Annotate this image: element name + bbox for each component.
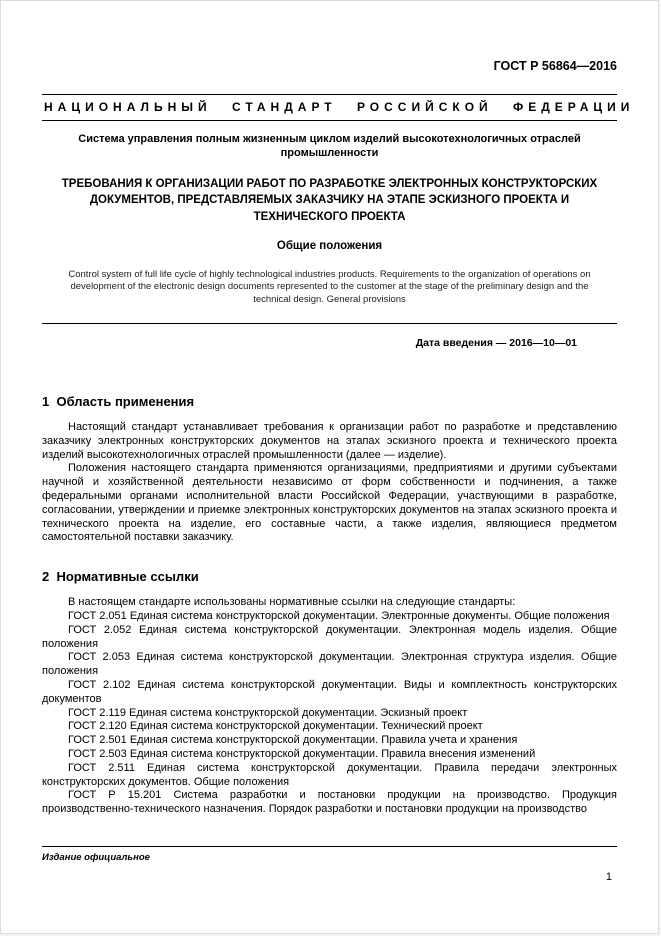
- normative-ref-item: ГОСТ 2.120 Единая система конструкторской документации. Технический проект: [68, 720, 483, 733]
- section-body-scope: [42, 421, 617, 545]
- section-heading-normative-refs: 2 Нормативные ссылки: [42, 569, 199, 585]
- effective-date: Дата введения — 2016—10—01: [415, 337, 577, 350]
- footer-rule: [42, 846, 617, 863]
- normative-ref-item: ГОСТ 2.051 Единая система конструкторской документации. Электронные документы. Общие положения: [68, 610, 610, 623]
- horizontal-rule: [42, 323, 617, 324]
- normative-ref-item: ГОСТ 2.102 Единая система конструкторской документации. Виды и комплектность конструкторских документов: [42, 679, 617, 705]
- section-body-normative-refs: [42, 596, 617, 817]
- page-content: [1, 1, 658, 817]
- normative-ref-item: ГОСТ 2.052 Единая система конструкторской документации. Электронная модель изделия. Общие положения: [42, 623, 617, 650]
- edition-note: Издание официальное: [42, 852, 150, 863]
- normative-ref-item: ГОСТ 2.053 Единая система конструкторской документации. Электронная структура изделия. Общие положения: [42, 651, 617, 678]
- standard-type-label: НАЦИОНАЛЬНЫЙ СТАНДАРТ РОССИЙСКОЙ ФЕДЕРАЦИИ: [44, 100, 635, 114]
- normative-ref-item: ГОСТ 2.511 Единая система конструкторской документации. Правила передачи электронных конструкторских документов. Общие положения: [42, 761, 617, 788]
- normative-ref-item: ГОСТ 2.119 Единая система конструкторской документации. Эскизный проект: [68, 706, 468, 719]
- normative-ref-item: ГОСТ Р 15.201 Система разработки и постановки продукции на производство. Продукция производственно-технического назначения. Порядок разработки и постановки продукции на производство: [42, 789, 617, 816]
- paragraph: Положения настоящего стандарта применяются организациями, предприятиями и другими субъектами научной и хозяйственной деятельности независимо от форм собственности и подчинения, а также федеральными органами исполнительной власти Российской Федерации, участвующими в разработке, согласовании, утверждении и приемке электронных конструкторских документов на этапах эскизного проекта и технического проекта на изделие, его составные части, а также изделия, являющиеся предметом самостоятельной поставки заказчику.: [42, 462, 617, 544]
- normative-ref-item: ГОСТ 2.501 Единая система конструкторской документации. Правила учета и хранения: [68, 734, 518, 747]
- paragraph: В настоящем стандарте использованы нормативные ссылки на следующие стандарты:: [68, 596, 516, 609]
- paragraph: Настоящий стандарт устанавливает требования к организации работ по разработке и представлению заказчику электронных конструкторских документов на этапах эскизного проекта и технического проекта изделий высокотехнологичных отраслей промышленности (далее — изделие).: [42, 421, 617, 461]
- title-subtitle: Общие положения: [276, 239, 383, 252]
- title-english: Control system of full life cycle of highly technological industries products. Requirements to the organization of operations on development of the electronic design documents represented to the customer at the stage of the preliminary design and the technical design. General provisions: [68, 268, 591, 306]
- doc-code: ГОСТ Р 56864—2016: [493, 59, 617, 73]
- page-number: 1: [605, 871, 612, 883]
- section-heading-scope: 1 Область применения: [42, 394, 195, 410]
- standard-type-band: [42, 94, 635, 121]
- normative-ref-item: ГОСТ 2.503 Единая система конструкторской документации. Правила внесения изменений: [68, 747, 536, 760]
- title-group: Система управления полным жизненным циклом изделий высокотехнологичных отраслей промышленности: [78, 133, 581, 160]
- title-main: ТРЕБОВАНИЯ К ОРГАНИЗАЦИИ РАБОТ ПО РАЗРАБОТКЕ ЭЛЕКТРОННЫХ КОНСТРУКТОРСКИХ ДОКУМЕНТОВ, ПРЕДСТАВЛЯЕМЫХ ЗАКАЗЧИКУ НА ЭТАПЕ ЭСКИЗНОГО ПРОЕКТА И ТЕХНИЧЕСКОГО ПРОЕКТА: [61, 177, 598, 223]
